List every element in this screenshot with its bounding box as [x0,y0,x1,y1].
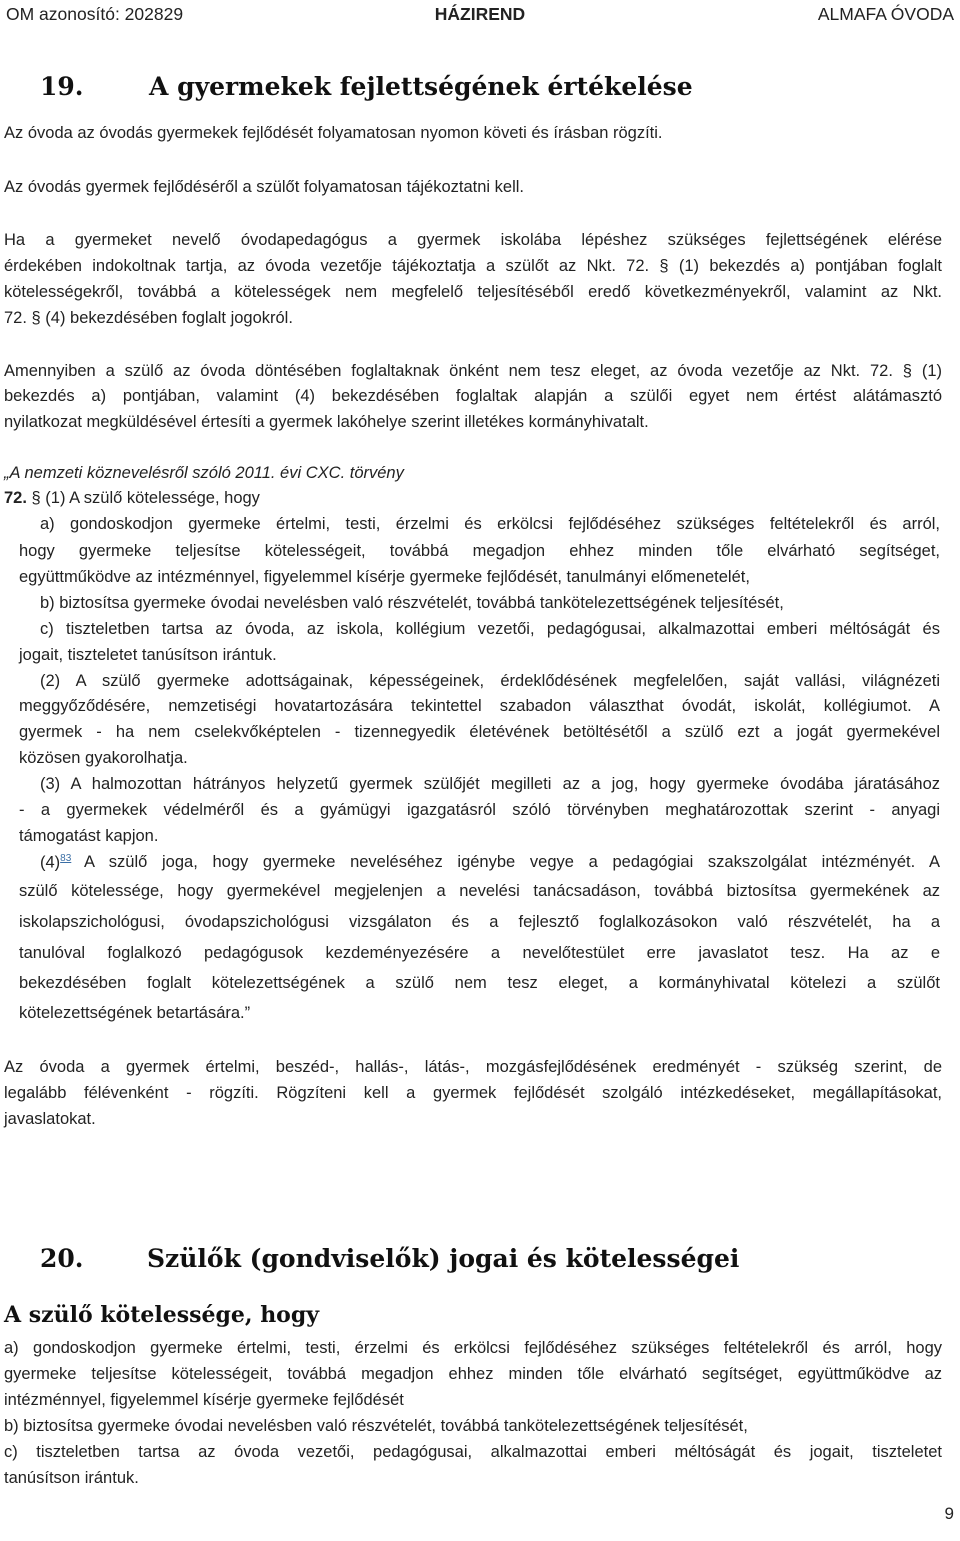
law-paragraph-2-line: meggyőződésére, nemzetiségi hovatartozására tekintettel szabadon választhat óvodát, iskolát, kollégiumot. A [19,697,940,715]
law-paragraph-4-line: A szülő joga, hogy gyermeke neveléséhez igénybe vegye a pedagógiai szakszolgálat intézményét. A [84,853,940,871]
law-paragraph-4-line: bekezdésében foglalt kötelezettségének a szülő nem tesz eleget, a kormányhivatal kötelezi a szülőt [19,974,940,992]
duty-c-line: tanúsítson irántuk. [4,1469,139,1487]
law-paragraph-4-line: iskolapszichológusi, óvodapszichológusi vizsgálaton és a fejlesztő foglalkozásokon való részvételét, ha a [19,913,940,931]
duty-a-line: a) gondoskodjon gyermeke értelmi, testi, érzelmi és erkölcsi fejlődéséhez szükséges feltételekről és arról, hogy [4,1339,942,1357]
document-title: HÁZIREND [434,4,526,24]
paragraph-5-line: javaslatokat. [4,1110,96,1128]
law-paragraph-4-line: kötelezettségének betartására.” [19,1004,251,1022]
duty-a-line: gyermeke teljesítse kötelességeit, továbbá megadjon ehhez minden tőle elvárható segítséget, együttműködve az [4,1365,942,1383]
section-20-subtitle: A szülő kötelessége, hogy [4,1302,320,1328]
paragraph-4-line: Amennyiben a szülő az óvoda döntésében foglaltaknak önként nem tesz eleget, az óvoda vezetője az Nkt. 72. § (1) [4,362,942,380]
institution-name: ALMAFA ÓVODA [817,4,954,24]
law-paragraph-3-line: támogatást kapjon. [19,827,159,845]
law-item-a-line: a) gondoskodjon gyermeke értelmi, testi, érzelmi és erkölcsi fejlődéséhez szükséges feltételekről és arról, [40,515,940,533]
law-paragraph-4-prefix [40,853,71,873]
duty-c-line: c) tiszteletben tartsa az óvoda vezetői, pedagógusai, alkalmazottai emberi méltóságát és jogait, tiszteletet [4,1443,942,1461]
paragraph-3-line: Ha a gyermeket nevelő óvodapedagógus a gyermek iskolába lépéshez szükséges fejlettségének elérése [4,231,942,249]
paragraph-4-line: nyilatkozat megküldésével értesíti a gyermek lakóhelye szerint illetékes kormányhivatalt. [4,413,649,431]
law-paragraph-2-line: (2) A szülő gyermeke adottságainak, képességeinek, érdeklődésének megfelelően, saját vallási, világnézeti [40,672,940,690]
law-lead-text: § (1) A szülő kötelessége, hogy [31,489,260,507]
law-item-b: b) biztosítsa gyermeke óvodai nevelésben való részvételét, továbbá tankötelezettségének teljesítését, [40,594,784,612]
section-19-number: 19. [40,72,84,101]
law-paragraph-2-line: gyermek - ha nem cselekvőképtelen - tizennegyedik életévének betöltésétől a szülő ezt a jogát gyermekével [19,723,940,741]
page-header [6,4,954,28]
paragraph-5-line: Az óvoda a gyermek értelmi, beszéd-, hallás-, látás-, mozgásfejlődésének eredményét - szükség szerint, de [4,1058,942,1076]
law-paragraph-4-line: tanulóval foglalkozó pedagógusok kezdeményezésére a nevelőtestület erre javaslatot tesz. Ha az e [19,944,940,962]
law-title: „A nemzeti köznevelésről szóló 2011. évi CXC. törvény [4,464,404,482]
footnote-link[interactable]: 83 [60,853,72,864]
law-paragraph-3-line: - a gyermekek védelméről és a gyámügyi igazgatásról szóló törvényben meghatározottak szerint - anyagi [19,801,940,819]
law-paragraph-2-line: közösen gyakorolhatja. [19,749,188,767]
paragraph-5-line: legalább félévenként - rögzíti. Rögzíteni kell a gyermek fejlődését szolgáló intézkedéseket, megállapításokat, [4,1084,942,1102]
law-item-a-line: együttműködve az intézménnyel, figyelemmel kísérje gyermeke fejlődését, tanulmányi előmenetelét, [19,568,750,586]
law-paragraph-4-line: szülő kötelessége, hogy gyermekével megjelenjen a nevelési tanácsadáson, továbbá biztosítsa gyermekének az [19,882,940,900]
law-paragraph-4-number: (4) [40,853,61,872]
section-20-heading [40,1244,739,1273]
law-item-c-line: jogait, tiszteletet tanúsítson irántuk. [19,646,277,664]
section-19-heading [40,72,693,101]
law-item-a-line: hogy gyermeke teljesítse kötelességeit, továbbá megadjon ehhez minden tőle elvárható segítséget, [19,542,940,560]
duty-a-line: intézménnyel, figyelemmel kísérje gyermeke fejlődését [4,1391,404,1409]
law-item-c-line: c) tiszteletben tartsa az óvoda, az iskola, kollégium vezetői, pedagógusai, alkalmazottai emberi méltóságát és [40,620,940,638]
law-paragraph-3-line: (3) A halmozottan hátrányos helyzetű gyermek szülőjét megilleti az a jog, hogy gyermeke óvodába járatásához [40,775,940,793]
paragraph-4-line: bekezdés a) pontjában, valamint (4) bekezdésében foglaltak alapján a szülői egyet nem értést alátámasztó [4,387,942,405]
duty-b: b) biztosítsa gyermeke óvodai nevelésben való részvételét, továbbá tankötelezettségének teljesítését, [4,1417,748,1435]
paragraph-3-line: 72. § (4) bekezdésében foglalt jogokról. [4,309,293,327]
law-lead-number: 72. [4,489,27,507]
section-20-number: 20. [40,1244,84,1273]
om-id: OM azonosító: 202829 [6,4,184,24]
paragraph-3-line: érdekében indokoltnak tartja, az óvoda vezetője tájékoztatja a szülőt az Nkt. 72. § (1) bekezdés a) pontjában foglalt [4,257,942,275]
page-number: 9 [944,1504,954,1523]
section-20-title: Szülők (gondviselők) jogai és kötelességei [147,1244,740,1273]
paragraph-3-line: kötelességekről, továbbá a kötelességek nem megfelelő teljesítéséből eredő következményekről, valamint az Nkt. [4,283,942,301]
law-lead [4,489,260,508]
section-19-title: A gyermekek fejlettségének értékelése [149,72,693,101]
paragraph-1: Az óvoda az óvodás gyermekek fejlődését folyamatosan nyomon követi és írásban rögzíti. [4,124,663,142]
paragraph-2: Az óvodás gyermek fejlődéséről a szülőt folyamatosan tájékoztatni kell. [4,178,525,196]
